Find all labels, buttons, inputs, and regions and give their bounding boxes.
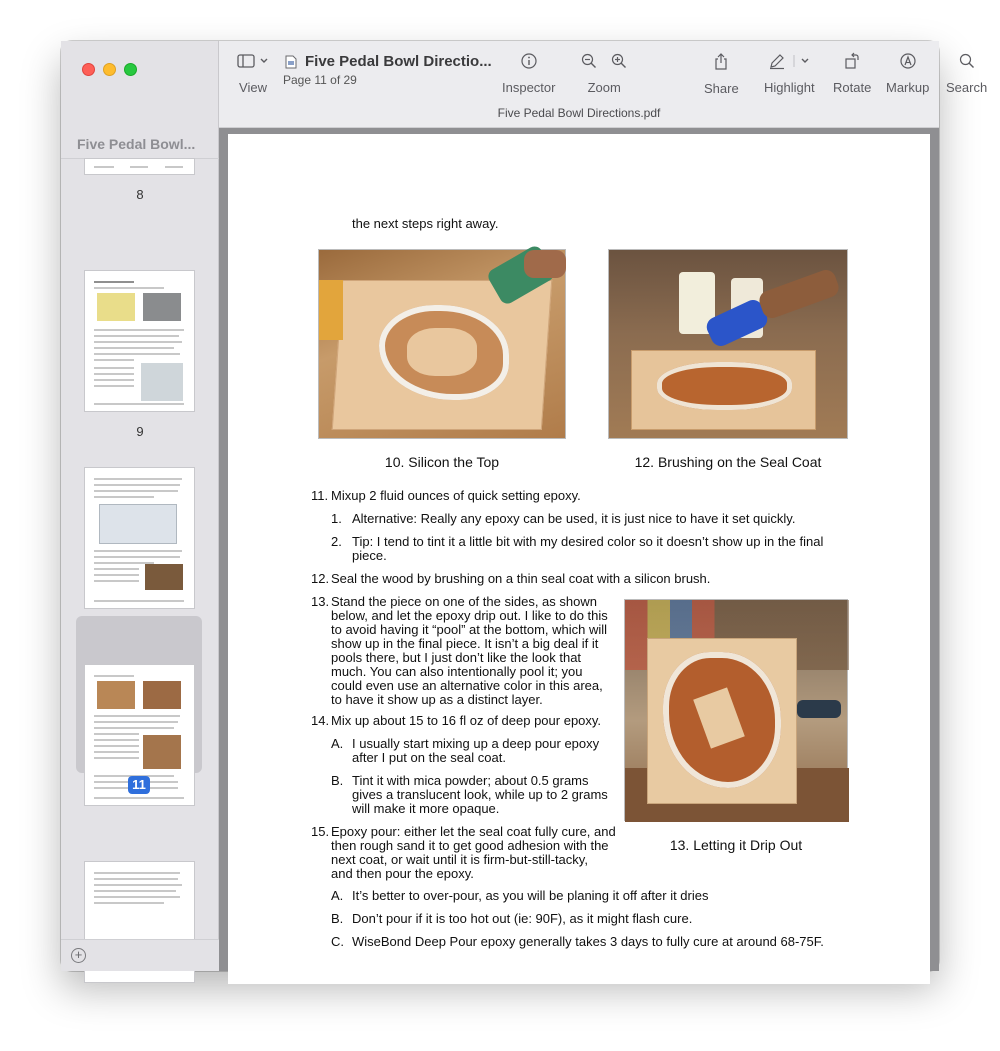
page-number-11-selected: 11 <box>128 776 150 794</box>
step-11-sub2-marker: 2. <box>331 534 342 549</box>
step-14-b-marker: B. <box>331 773 344 788</box>
intro-text: the next steps right away. <box>352 216 499 231</box>
share-icon <box>713 53 729 70</box>
page-thumbnail-9[interactable] <box>85 271 194 411</box>
step-13-line: below, and let the epoxy drip out. I like to do this <box>331 608 608 623</box>
view-button[interactable] <box>237 53 269 95</box>
close-window-button[interactable] <box>82 63 95 76</box>
step-13-line: Stand the piece on one of the sides, as shown <box>331 594 597 609</box>
step-13-line: show up in the final piece. It isn’t a big deal if it <box>331 636 599 651</box>
step-11-sub1-marker: 1. <box>331 511 342 526</box>
sidebar-icon <box>237 53 269 69</box>
highlighter-icon <box>764 53 814 69</box>
caption-13: 13. Letting it Drip Out <box>669 837 803 853</box>
step-11-sub2-line1: Tip: I tend to tint it a little bit with my desired color so it doesn’t show up in the final <box>352 534 824 549</box>
step-15-a: It’s better to over-pour, as you will be planing it off after it dries <box>352 888 709 903</box>
rotate-label: Rotate <box>833 80 872 95</box>
step-15-line: Epoxy pour: either let the seal coat fully cure, and <box>331 824 616 839</box>
step-11-sub1: Alternative: Really any epoxy can be used, it is just nice to have it set quickly. <box>352 511 796 526</box>
zoom-out-icon <box>581 53 597 69</box>
step-15-a-marker: A. <box>331 888 344 903</box>
step-13-line: to avoid having it “pool” at the bottom, which will <box>331 622 608 637</box>
step-14-b-line: Tint it with mica powder; about 0.5 grams <box>352 773 589 788</box>
step-11-number: 11. <box>311 488 329 503</box>
search-button[interactable] <box>946 53 987 95</box>
step-13-line: could even use an alternative color in this area, <box>331 678 603 693</box>
step-13-number: 13. <box>311 594 330 609</box>
caption-12: 12. Brushing on the Seal Coat <box>634 454 822 470</box>
photo-silicon-top <box>318 249 566 439</box>
step-14-b-line: gives a translucent look, while up to 2 grams <box>352 787 608 802</box>
step-15-b: Don’t pour if it is too hot out (ie: 90F), as it might flash cure. <box>352 911 693 926</box>
zoom-window-button[interactable] <box>124 63 137 76</box>
thumbnail-list[interactable] <box>61 159 219 939</box>
step-12-text: Seal the wood by brushing on a thin seal coat with a silicon brush. <box>331 571 711 586</box>
photo-drip-out <box>624 599 848 821</box>
toolbar <box>219 41 988 128</box>
inspector-label: Inspector <box>502 80 556 95</box>
step-13-paragraph <box>331 595 616 707</box>
share-label: Share <box>704 81 739 96</box>
document-icon <box>285 55 297 69</box>
page-number-9: 9 <box>136 424 144 439</box>
step-13-line: much. You can also intentionally pool it; you <box>331 664 583 679</box>
page-thumbnail-10[interactable] <box>85 468 194 608</box>
step-14-text: Mix up about 15 to 16 fl oz of deep pour epoxy. <box>331 713 602 728</box>
step-13-line: to have it show up as a distinct layer. <box>331 692 543 707</box>
document-viewer[interactable] <box>219 128 939 971</box>
search-icon <box>959 53 975 69</box>
step-15-line: and then pour the epoxy. <box>331 866 474 881</box>
markup-button[interactable] <box>886 53 929 95</box>
file-name: Five Pedal Bowl Directions.pdf <box>497 106 661 120</box>
search-label: Search <box>946 80 988 95</box>
zoom-label: Zoom <box>587 80 621 95</box>
sidebar-footer <box>61 939 219 971</box>
step-15-c-marker: C. <box>331 934 344 949</box>
add-page-button[interactable]: + <box>71 948 86 963</box>
rotate-icon <box>844 53 860 69</box>
page-indicator: Page 11 of 29 <box>283 73 357 87</box>
step-15-b-marker: B. <box>331 911 344 926</box>
zoom-in-icon <box>611 53 627 69</box>
page-thumbnail-8[interactable] <box>85 159 194 174</box>
inspector-button[interactable] <box>502 53 555 95</box>
step-15-c: WiseBond Deep Pour epoxy generally takes 3 days to fully cure at around 68-75F. <box>352 934 824 949</box>
photo-brushing-seal-coat <box>608 249 848 439</box>
step-15-number: 15. <box>311 824 330 839</box>
pdf-page <box>228 134 930 984</box>
view-label: View <box>239 80 267 95</box>
info-icon <box>521 53 537 69</box>
step-14-a-marker: A. <box>331 736 344 751</box>
zoom-controls[interactable] <box>581 53 627 95</box>
step-14-number: 14. <box>311 713 330 728</box>
step-11-text: Mixup 2 fluid ounces of quick setting epoxy. <box>331 488 581 503</box>
page-number-8: 8 <box>136 187 144 202</box>
highlight-label: Highlight <box>764 80 815 95</box>
step-11-sub2-line2: piece. <box>352 548 387 563</box>
document-title[interactable]: Five Pedal Bowl Directio... <box>305 53 492 70</box>
step-14-a-line: after I put on the seal coat. <box>352 750 506 765</box>
markup-label: Markup <box>886 80 930 95</box>
step-15-line: next coat, or wait until it is firm-but-still-tacky, <box>331 852 588 867</box>
step-15-line: then rough sand it to get good adhesion with the <box>331 838 609 853</box>
preview-window <box>61 41 988 971</box>
markup-pen-icon <box>900 53 916 69</box>
highlight-button[interactable] <box>764 53 815 95</box>
sidebar-title: Five Pedal Bowl... <box>77 136 196 152</box>
step-14-b-line: will make it more opaque. <box>352 801 500 816</box>
share-button[interactable] <box>704 53 739 96</box>
thumbnail-sidebar <box>61 41 219 971</box>
step-13-line: pools there, but I just don’t like the look that <box>331 650 582 665</box>
rotate-button[interactable] <box>833 53 871 95</box>
caption-10: 10. Silicon the Top <box>384 454 500 470</box>
minimize-window-button[interactable] <box>103 63 116 76</box>
step-14-a-line: I usually start mixing up a deep pour epoxy <box>352 736 600 751</box>
step-12-number: 12. <box>311 571 330 586</box>
